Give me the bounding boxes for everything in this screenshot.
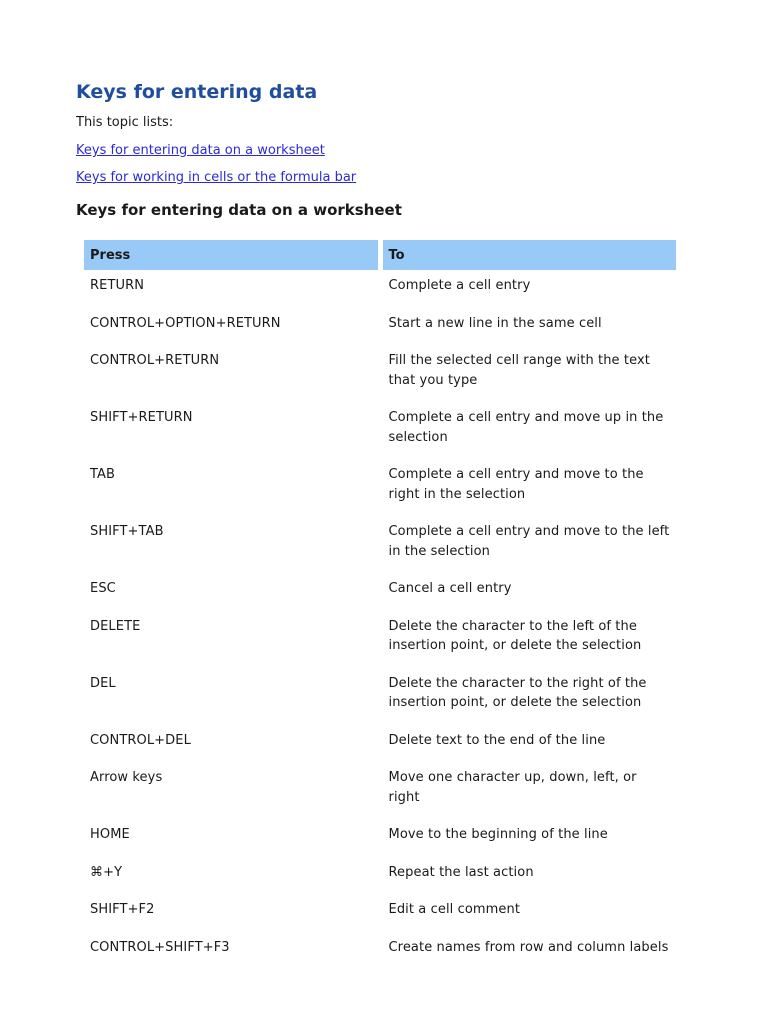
table-row [84, 406, 676, 459]
key-action: Complete a cell entry and move up in the selection [388, 410, 664, 445]
table-row [84, 898, 676, 932]
link-entering-data-on-worksheet[interactable]: Keys for entering data on a worksheet [76, 143, 325, 158]
key-action: Delete the character to the left of the insertion point, or delete the selection [388, 618, 642, 653]
header-press: Press [84, 240, 378, 270]
key-action: Cancel a cell entry [388, 581, 512, 596]
key-combination: ⌘+Y [90, 864, 123, 880]
key-combination: SHIFT+F2 [90, 902, 155, 917]
key-combination: CONTROL+OPTION+RETURN [90, 315, 281, 331]
key-action: Start a new line in the same cell [388, 315, 602, 331]
link-working-in-cells-formula-bar[interactable]: Keys for working in cells or the formula bar [76, 170, 357, 185]
table-row [84, 729, 676, 763]
key-action: Complete a cell entry and move to the right in the selection [388, 467, 644, 502]
table-row [84, 463, 676, 516]
key-action: Delete the character to the right of the insertion point, or delete the selection [388, 675, 647, 710]
header-to: To [383, 240, 677, 270]
table-row [84, 861, 676, 895]
key-combination: DELETE [90, 618, 141, 634]
key-action: Edit a cell comment [388, 902, 521, 917]
key-action: Move to the beginning of the line [388, 827, 608, 842]
key-action: Move one character up, down, left, or right [388, 770, 637, 805]
key-action: Complete a cell entry and move to the left in the selection [388, 524, 670, 559]
table-row [84, 577, 676, 611]
key-combination: CONTROL+DEL [90, 732, 191, 748]
table-row [84, 615, 676, 668]
key-combination: SHIFT+RETURN [90, 410, 193, 425]
table-row [84, 936, 676, 970]
key-combination: DEL [90, 675, 116, 691]
shortcut-table [79, 236, 681, 973]
section-heading: Keys for entering data on a worksheet [76, 201, 402, 219]
table-row [84, 520, 676, 573]
key-combination: RETURN [90, 278, 145, 293]
key-combination: HOME [90, 827, 130, 842]
table-row [84, 672, 676, 725]
intro-text: This topic lists: [76, 115, 174, 130]
table-row [84, 349, 676, 402]
key-combination: TAB [90, 467, 116, 482]
key-action: Delete text to the end of the line [388, 732, 606, 748]
table-row [84, 274, 676, 308]
table-row [84, 312, 676, 346]
table-row [84, 823, 676, 857]
key-combination: CONTROL+SHIFT+F3 [90, 939, 230, 955]
page-title: Keys for entering data [76, 81, 318, 103]
key-combination: SHIFT+TAB [90, 524, 164, 539]
key-combination: CONTROL+RETURN [90, 353, 220, 368]
key-action: Complete a cell entry [388, 278, 531, 293]
key-action: Create names from row and column labels [388, 939, 669, 955]
table-header-row [84, 240, 676, 270]
key-action: Repeat the last action [388, 864, 534, 880]
key-action: Fill the selected cell range with the text that you type [388, 353, 650, 388]
key-combination: Arrow keys [90, 770, 163, 785]
key-combination: ESC [90, 581, 116, 596]
table-row [84, 766, 676, 819]
